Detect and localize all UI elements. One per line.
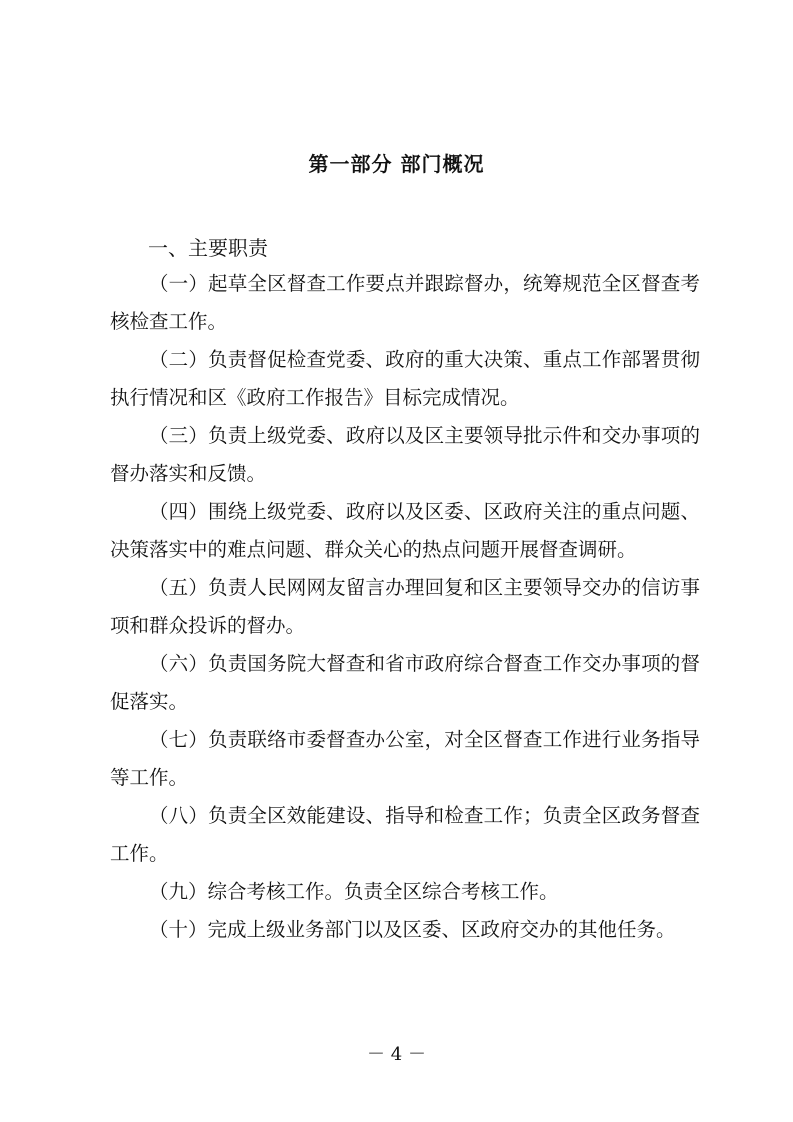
paragraph-2: （二）负责督促检查党委、政府的重大决策、重点工作部署贯彻执行情况和区《政府工作报告》目标完成情况。	[110, 348, 700, 409]
paragraph-10: （十）完成上级业务部门以及区委、区政府交办的其他任务。	[149, 918, 676, 941]
paragraph-7: （七）负责联络市委督查办公室，对全区督查工作进行业务指导等工作。	[110, 728, 700, 789]
paragraph-9: （九）综合考核工作。负责全区综合考核工作。	[149, 880, 559, 903]
page-number: － 4 －	[367, 1044, 426, 1065]
paragraph-1: （一）起草全区督查工作要点并跟踪督办，统筹规范全区督查考核检查工作。	[110, 272, 700, 333]
section-heading: 一、主要职责	[148, 236, 268, 260]
paragraph-3: （三）负责上级党委、政府以及区主要领导批示件和交办事项的督办落实和反馈。	[110, 424, 700, 485]
paragraph-5: （五）负责人民网网友留言办理回复和区主要领导交办的信访事项和群众投诉的督办。	[110, 576, 700, 637]
body-text	[110, 265, 700, 949]
paragraph-6: （六）负责国务院大督查和省市政府综合督查工作交办事项的督促落实。	[110, 652, 700, 713]
page-title: 第一部分 部门概况	[308, 152, 485, 176]
paragraph-4: （四）围绕上级党委、政府以及区委、区政府关注的重点问题、决策落实中的难点问题、群众关心的热点问题开展督查调研。	[110, 500, 700, 561]
paragraph-8: （八）负责全区效能建设、指导和检查工作；负责全区政务督查工作。	[110, 804, 700, 865]
